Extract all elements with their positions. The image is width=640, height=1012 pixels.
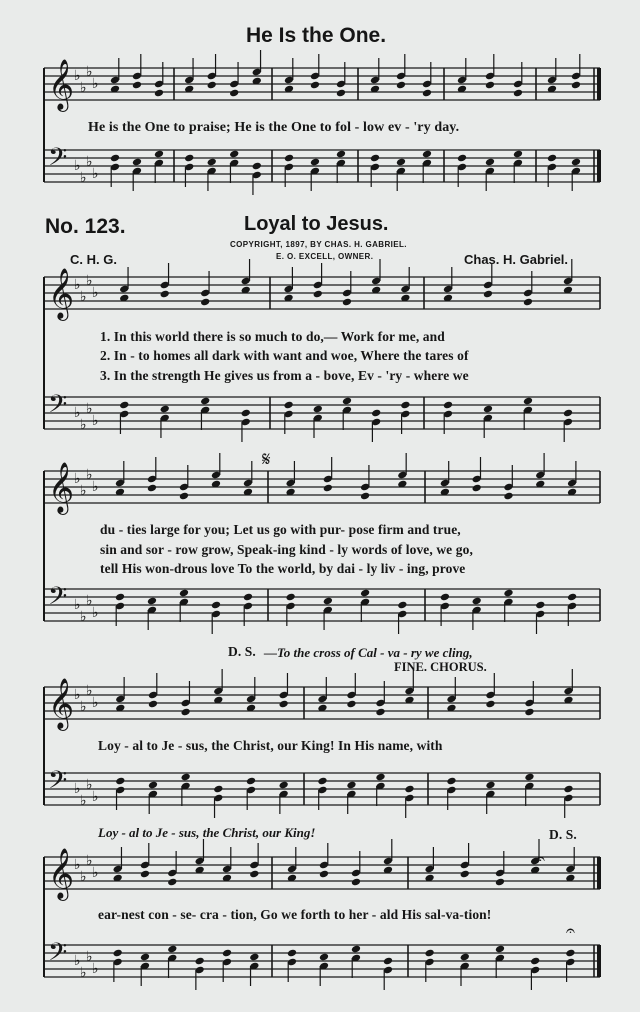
note-head bbox=[485, 81, 495, 90]
note-head bbox=[346, 700, 356, 709]
note-head bbox=[115, 777, 125, 786]
chorus-line-2: ear-nest con - se- cra - tion, Go we forth to her - ald His sal-va-tion! bbox=[98, 907, 492, 922]
top-hymn-title: He Is the One. bbox=[246, 24, 387, 47]
chorus-line-1: Loy - al to Je - sus, the Christ, our King! In His name, with bbox=[98, 738, 443, 753]
note-head bbox=[503, 492, 513, 501]
note-head bbox=[319, 953, 329, 962]
flat-sign-icon: ♭ bbox=[86, 273, 93, 289]
note-head bbox=[422, 150, 432, 159]
flat-sign-icon: ♭ bbox=[86, 593, 93, 609]
treble-clef-icon: 𝄞 bbox=[48, 268, 75, 319]
note-head bbox=[460, 870, 470, 879]
note-head bbox=[115, 593, 125, 602]
note-head bbox=[160, 290, 170, 299]
fermata-icon: 𝄐 bbox=[536, 849, 545, 868]
note-head bbox=[132, 81, 142, 90]
note-head bbox=[229, 89, 239, 98]
ds-lyric: —To the cross of Cal - va - ry we cling, bbox=[264, 645, 473, 660]
note-head bbox=[351, 945, 361, 954]
note-head bbox=[571, 158, 581, 167]
note-head bbox=[179, 492, 189, 501]
note-head bbox=[179, 589, 189, 598]
flat-sign-icon: ♭ bbox=[80, 417, 87, 433]
note-head bbox=[371, 409, 381, 418]
verse-3-line-2: tell His won-drous love To the world, by dai - ly liv - ing, prove bbox=[100, 561, 466, 576]
flat-sign-icon: ♭ bbox=[86, 401, 93, 417]
bass-clef-icon: 𝄢 bbox=[48, 938, 68, 973]
treble-clef-icon: 𝄞 bbox=[48, 678, 75, 729]
note-head bbox=[317, 777, 327, 786]
note-head bbox=[342, 397, 352, 406]
note-head bbox=[148, 700, 158, 709]
note-head bbox=[336, 150, 346, 159]
note-head bbox=[443, 401, 453, 410]
note-head bbox=[495, 945, 505, 954]
flat-sign-icon: ♭ bbox=[86, 467, 93, 483]
copyright-line-2: E. O. EXCELL, OWNER. bbox=[276, 252, 374, 261]
note-head bbox=[360, 589, 370, 598]
note-head bbox=[140, 870, 150, 879]
note-head bbox=[229, 150, 239, 159]
note-head bbox=[503, 589, 513, 598]
note-head bbox=[241, 409, 251, 418]
note-head bbox=[319, 870, 329, 879]
note-head bbox=[495, 878, 505, 887]
bass-clef-icon: 𝄢 bbox=[48, 143, 68, 178]
flat-sign-icon: ♭ bbox=[80, 80, 87, 96]
note-head bbox=[222, 949, 232, 958]
treble-clef-icon: 𝄞 bbox=[48, 59, 75, 110]
note-head bbox=[154, 89, 164, 98]
flat-sign-icon: ♭ bbox=[74, 471, 81, 487]
note-head bbox=[375, 708, 385, 717]
flat-sign-icon: ♭ bbox=[80, 869, 87, 885]
note-head bbox=[287, 949, 297, 958]
flat-sign-icon: ♭ bbox=[86, 64, 93, 80]
note-head bbox=[485, 781, 495, 790]
flat-sign-icon: ♭ bbox=[92, 285, 99, 301]
note-head bbox=[472, 484, 482, 493]
author-initials: C. H. G. bbox=[70, 252, 117, 267]
note-head bbox=[160, 405, 170, 414]
verse-2-line-2: sin and sor - row grow, Speak-ing kind - ly words of love, we go, bbox=[100, 542, 473, 557]
note-head bbox=[547, 154, 557, 163]
verse-2-line-1: 2. In - to homes all dark with want and woe, Where the tares of bbox=[100, 348, 469, 363]
note-head bbox=[535, 601, 545, 610]
composer-credit: Chas. H. Gabriel. bbox=[464, 252, 569, 267]
flat-sign-icon: ♭ bbox=[74, 687, 81, 703]
note-head bbox=[400, 401, 410, 410]
note-head bbox=[313, 405, 323, 414]
note-head bbox=[513, 150, 523, 159]
flat-sign-icon: ♭ bbox=[74, 953, 81, 969]
note-head bbox=[524, 773, 534, 782]
flat-sign-icon: ♭ bbox=[92, 413, 99, 429]
note-head bbox=[524, 708, 534, 717]
flat-sign-icon: ♭ bbox=[92, 695, 99, 711]
note-head bbox=[310, 158, 320, 167]
note-head bbox=[140, 953, 150, 962]
flat-sign-icon: ♭ bbox=[74, 405, 81, 421]
note-head bbox=[181, 773, 191, 782]
note-head bbox=[195, 957, 205, 966]
flat-sign-icon: ♭ bbox=[74, 781, 81, 797]
note-head bbox=[383, 957, 393, 966]
note-head bbox=[323, 484, 333, 493]
note-head bbox=[404, 785, 414, 794]
flat-sign-icon: ♭ bbox=[92, 479, 99, 495]
note-head bbox=[113, 949, 123, 958]
note-head bbox=[485, 700, 495, 709]
flat-sign-icon: ♭ bbox=[80, 170, 87, 186]
note-head bbox=[563, 785, 573, 794]
note-head bbox=[336, 89, 346, 98]
note-head bbox=[200, 298, 210, 307]
note-head bbox=[571, 81, 581, 90]
bass-clef-icon: 𝄢 bbox=[48, 582, 68, 617]
flat-sign-icon: ♭ bbox=[80, 699, 87, 715]
bass-clef-icon: 𝄢 bbox=[48, 390, 68, 425]
flat-sign-icon: ♭ bbox=[92, 166, 99, 182]
flat-sign-icon: ♭ bbox=[92, 865, 99, 881]
note-head bbox=[279, 700, 289, 709]
hymn-number: No. 123. bbox=[45, 215, 126, 238]
note-head bbox=[207, 81, 217, 90]
note-head bbox=[530, 957, 540, 966]
note-head bbox=[440, 593, 450, 602]
flat-sign-icon: ♭ bbox=[92, 789, 99, 805]
note-head bbox=[396, 158, 406, 167]
verse-1-line-2: du - ties large for you; Let us go with pur- pose firm and true, bbox=[100, 522, 461, 537]
note-head bbox=[249, 953, 259, 962]
flat-sign-icon: ♭ bbox=[74, 857, 81, 873]
note-head bbox=[370, 154, 380, 163]
note-head bbox=[181, 708, 191, 717]
note-head bbox=[342, 298, 352, 307]
note-head bbox=[207, 158, 217, 167]
treble-clef-icon: 𝄞 bbox=[48, 462, 75, 513]
flat-sign-icon: ♭ bbox=[74, 277, 81, 293]
flat-sign-icon: ♭ bbox=[92, 961, 99, 977]
fermata-icon: 𝄐 bbox=[566, 921, 575, 940]
note-head bbox=[446, 777, 456, 786]
note-head bbox=[513, 89, 523, 98]
note-head bbox=[167, 878, 177, 887]
ds-mark: D. S. bbox=[549, 827, 577, 842]
note-head bbox=[483, 290, 493, 299]
note-head bbox=[346, 781, 356, 790]
note-head bbox=[147, 597, 157, 606]
note-head bbox=[472, 597, 482, 606]
flat-sign-icon: ♭ bbox=[92, 605, 99, 621]
note-head bbox=[279, 781, 289, 790]
note-head bbox=[323, 597, 333, 606]
note-head bbox=[286, 593, 296, 602]
hymn-title: Loyal to Jesus. bbox=[244, 213, 389, 235]
note-head bbox=[523, 298, 533, 307]
flat-sign-icon: ♭ bbox=[86, 949, 93, 965]
note-head bbox=[283, 401, 293, 410]
bass-clef-icon: 𝄢 bbox=[48, 766, 68, 801]
note-head bbox=[457, 154, 467, 163]
note-head bbox=[567, 593, 577, 602]
note-head bbox=[284, 154, 294, 163]
chorus-bass-lyric: Loy - al to Je - sus, the Christ, our King! bbox=[98, 825, 316, 840]
fine-chorus-label: FINE. CHORUS. bbox=[394, 660, 487, 674]
note-head bbox=[310, 81, 320, 90]
note-head bbox=[485, 158, 495, 167]
flat-sign-icon: ♭ bbox=[80, 793, 87, 809]
flat-sign-icon: ♭ bbox=[80, 483, 87, 499]
note-head bbox=[565, 949, 575, 958]
note-head bbox=[246, 777, 256, 786]
note-head bbox=[213, 785, 223, 794]
note-head bbox=[396, 81, 406, 90]
flat-sign-icon: ♭ bbox=[86, 853, 93, 869]
treble-clef-icon: 𝄞 bbox=[48, 848, 75, 899]
note-head bbox=[460, 953, 470, 962]
note-head bbox=[375, 773, 385, 782]
note-head bbox=[184, 154, 194, 163]
note-head bbox=[563, 409, 573, 418]
note-head bbox=[523, 397, 533, 406]
note-head bbox=[313, 290, 323, 299]
flat-sign-icon: ♭ bbox=[74, 158, 81, 174]
segno-icon: 𝄋 bbox=[262, 447, 271, 471]
note-head bbox=[148, 781, 158, 790]
flat-sign-icon: ♭ bbox=[74, 68, 81, 84]
copyright-line-1: COPYRIGHT, 1897, BY CHAS. H. GABRIEL. bbox=[230, 240, 407, 249]
flat-sign-icon: ♭ bbox=[80, 289, 87, 305]
note-head bbox=[249, 870, 259, 879]
note-head bbox=[200, 397, 210, 406]
note-head bbox=[132, 158, 142, 167]
note-head bbox=[422, 89, 432, 98]
top-hymn-lyrics: He is the One to praise; He is the One to fol - low ev - 'ry day. bbox=[88, 120, 460, 135]
note-head bbox=[110, 154, 120, 163]
note-head bbox=[167, 945, 177, 954]
flat-sign-icon: ♭ bbox=[86, 154, 93, 170]
flat-sign-icon: ♭ bbox=[80, 609, 87, 625]
note-head bbox=[360, 492, 370, 501]
verse-1-line-1: 1. In this world there is so much to do,— Work for me, and bbox=[100, 329, 445, 344]
ds-label: D. S. bbox=[228, 644, 256, 659]
note-head bbox=[483, 405, 493, 414]
flat-sign-icon: ♭ bbox=[80, 965, 87, 981]
note-head bbox=[243, 593, 253, 602]
flat-sign-icon: ♭ bbox=[86, 683, 93, 699]
note-head bbox=[397, 601, 407, 610]
note-head bbox=[252, 162, 262, 171]
note-head bbox=[424, 949, 434, 958]
note-head bbox=[351, 878, 361, 887]
flat-sign-icon: ♭ bbox=[92, 76, 99, 92]
note-head bbox=[119, 401, 129, 410]
note-head bbox=[147, 484, 157, 493]
flat-sign-icon: ♭ bbox=[86, 777, 93, 793]
verse-3-line-1: 3. In the strength He gives us from a - bove, Ev - 'ry - where we bbox=[100, 368, 469, 383]
note-head bbox=[154, 150, 164, 159]
note-head bbox=[211, 601, 221, 610]
flat-sign-icon: ♭ bbox=[74, 597, 81, 613]
